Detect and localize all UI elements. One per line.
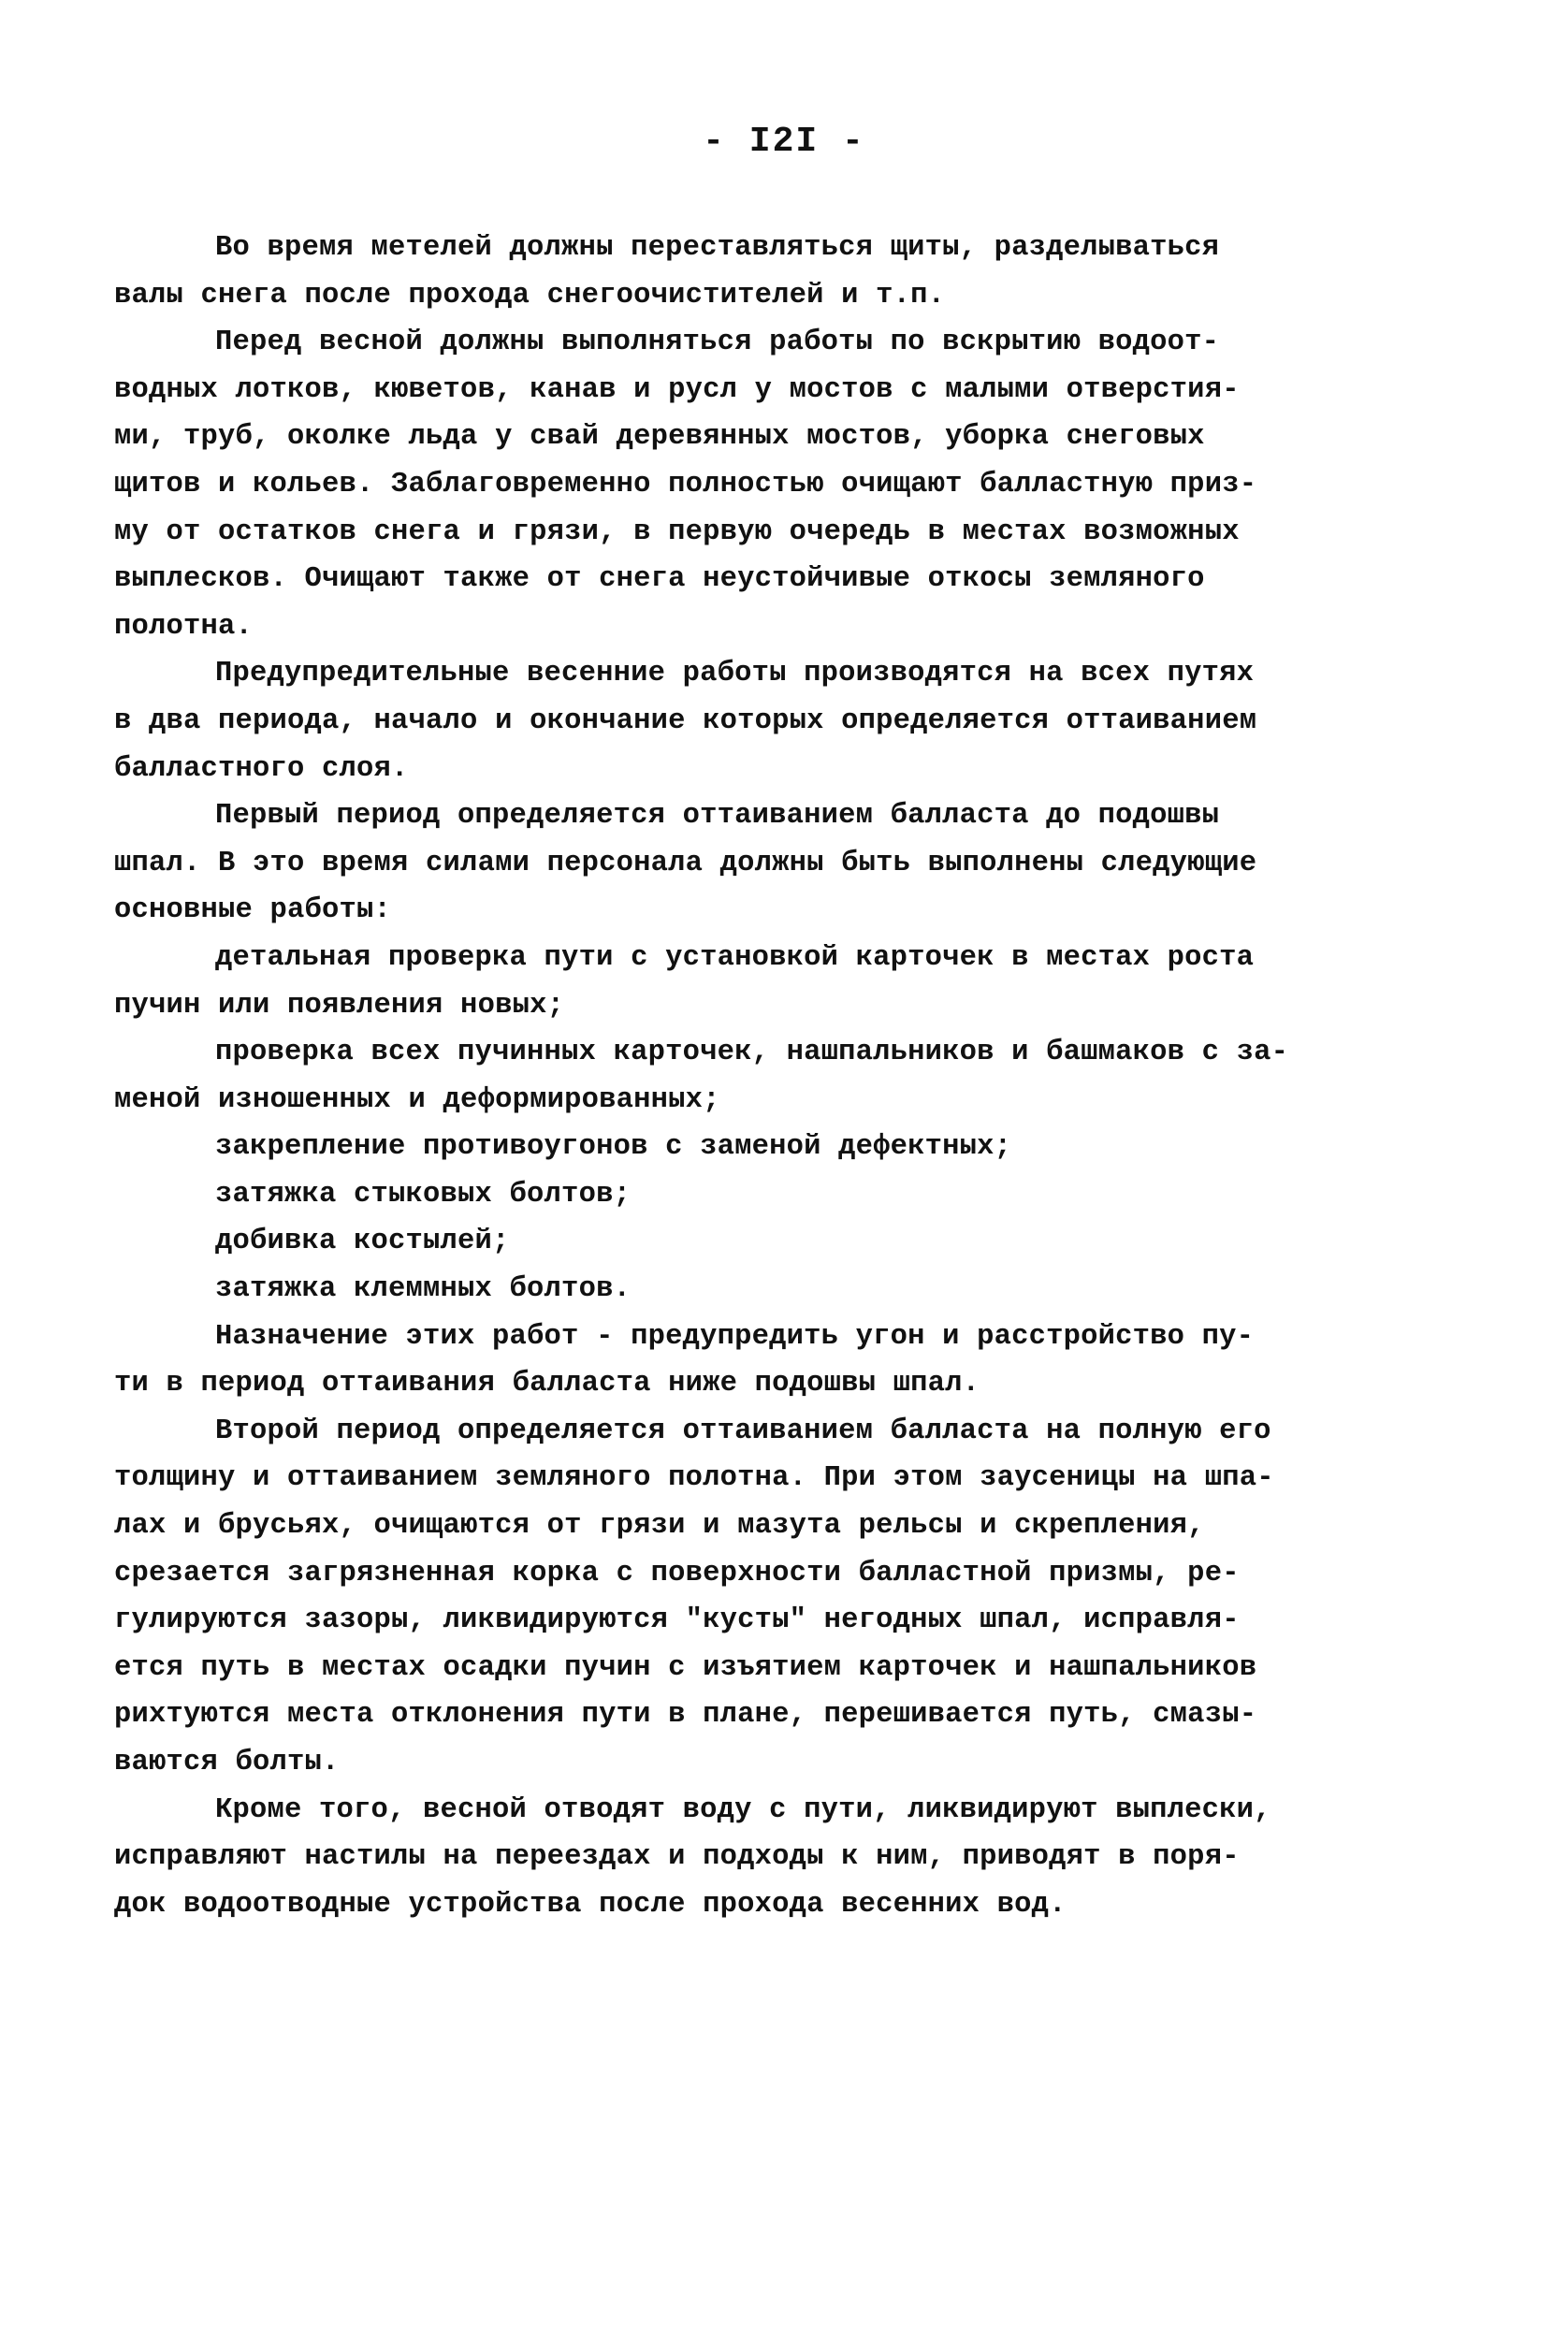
text-line: закрепление противоугонов с заменой дефектных;	[215, 1131, 1012, 1164]
text-line: Назначение этих работ - предупредить угон и расстройство пу-	[215, 1320, 1255, 1353]
text-line: в два периода, начало и окончание которых определяется оттаиванием	[114, 704, 1257, 737]
text-line: детальная проверка пути с установкой карточек в местах роста	[215, 941, 1255, 974]
text-line: рихтуются места отклонения пути в плане, перешивается путь, смазы-	[114, 1699, 1257, 1732]
text-line: срезается загрязненная корка с поверхности балластной призмы, ре-	[114, 1557, 1240, 1589]
text-line: пучин или появления новых;	[114, 989, 565, 1022]
text-line: проверка всех пучинных карточек, нашпальников и башмаков с за-	[215, 1037, 1289, 1069]
text-line: водных лотков, кюветов, канав и русл у мостов с малыми отверстия-	[114, 373, 1240, 406]
body-text	[114, 225, 1424, 1928]
text-line: полотна.	[114, 610, 254, 643]
text-line: шпал. В это время силами персонала должны быть выполнены следующие	[114, 847, 1257, 879]
text-line: Предупредительные весенние работы производятся на всех путях	[215, 658, 1255, 690]
text-line: лах и брусьях, очищаются от грязи и мазута рельсы и скрепления,	[114, 1510, 1205, 1543]
page-number: - I2I -	[703, 122, 865, 162]
text-line: гулируются зазоры, ликвидируются "кусты" негодных шпал, исправля-	[114, 1604, 1240, 1637]
text-line: Первый период определяется оттаиванием балласта до подошвы	[215, 800, 1220, 833]
text-line: затяжка клеммных болтов.	[215, 1273, 632, 1306]
text-line: док водоотводные устройства после прохода весенних вод.	[114, 1888, 1067, 1921]
text-line: исправляют настилы на переездах и подходы к ним, приводят в поря-	[114, 1841, 1240, 1874]
text-line: выплесков. Очищают также от снега неустойчивые откосы земляного	[114, 563, 1205, 596]
text-line: Второй период определяется оттаиванием балласта на полную его	[215, 1415, 1271, 1447]
text-line: Перед весной должны выполняться работы по вскрытию водоот-	[215, 327, 1220, 359]
text-line: балластного слоя.	[114, 752, 409, 785]
text-line: валы снега после прохода снегоочистителей и т.п.	[114, 279, 946, 312]
text-line: ти в период оттаивания балласта ниже подошвы шпал.	[114, 1368, 980, 1400]
text-line: толщину и оттаиванием земляного полотна. При этом заусеницы на шпа-	[114, 1462, 1274, 1495]
text-line: Кроме того, весной отводят воду с пути, ликвидируют выплески,	[215, 1793, 1271, 1826]
text-line: му от остатков снега и грязи, в первую очередь в местах возможных	[114, 515, 1240, 548]
text-line: ется путь в местах осадки пучин с изъятием карточек и нашпальников	[114, 1651, 1257, 1684]
text-line: затяжка стыковых болтов;	[215, 1178, 632, 1211]
text-line: добивка костылей;	[215, 1226, 510, 1258]
text-line: щитов и кольев. Заблаговременно полностью очищают балластную приз-	[114, 468, 1257, 501]
text-line: ми, труб, околке льда у свай деревянных мостов, уборка снеговых	[114, 421, 1205, 454]
text-line: ваются болты.	[114, 1747, 340, 1778]
text-line: меной изношенных и деформированных;	[114, 1083, 720, 1116]
text-line: Во время метелей должны переставляться щиты, разделываться	[215, 232, 1220, 264]
text-line: основные работы:	[114, 894, 392, 927]
